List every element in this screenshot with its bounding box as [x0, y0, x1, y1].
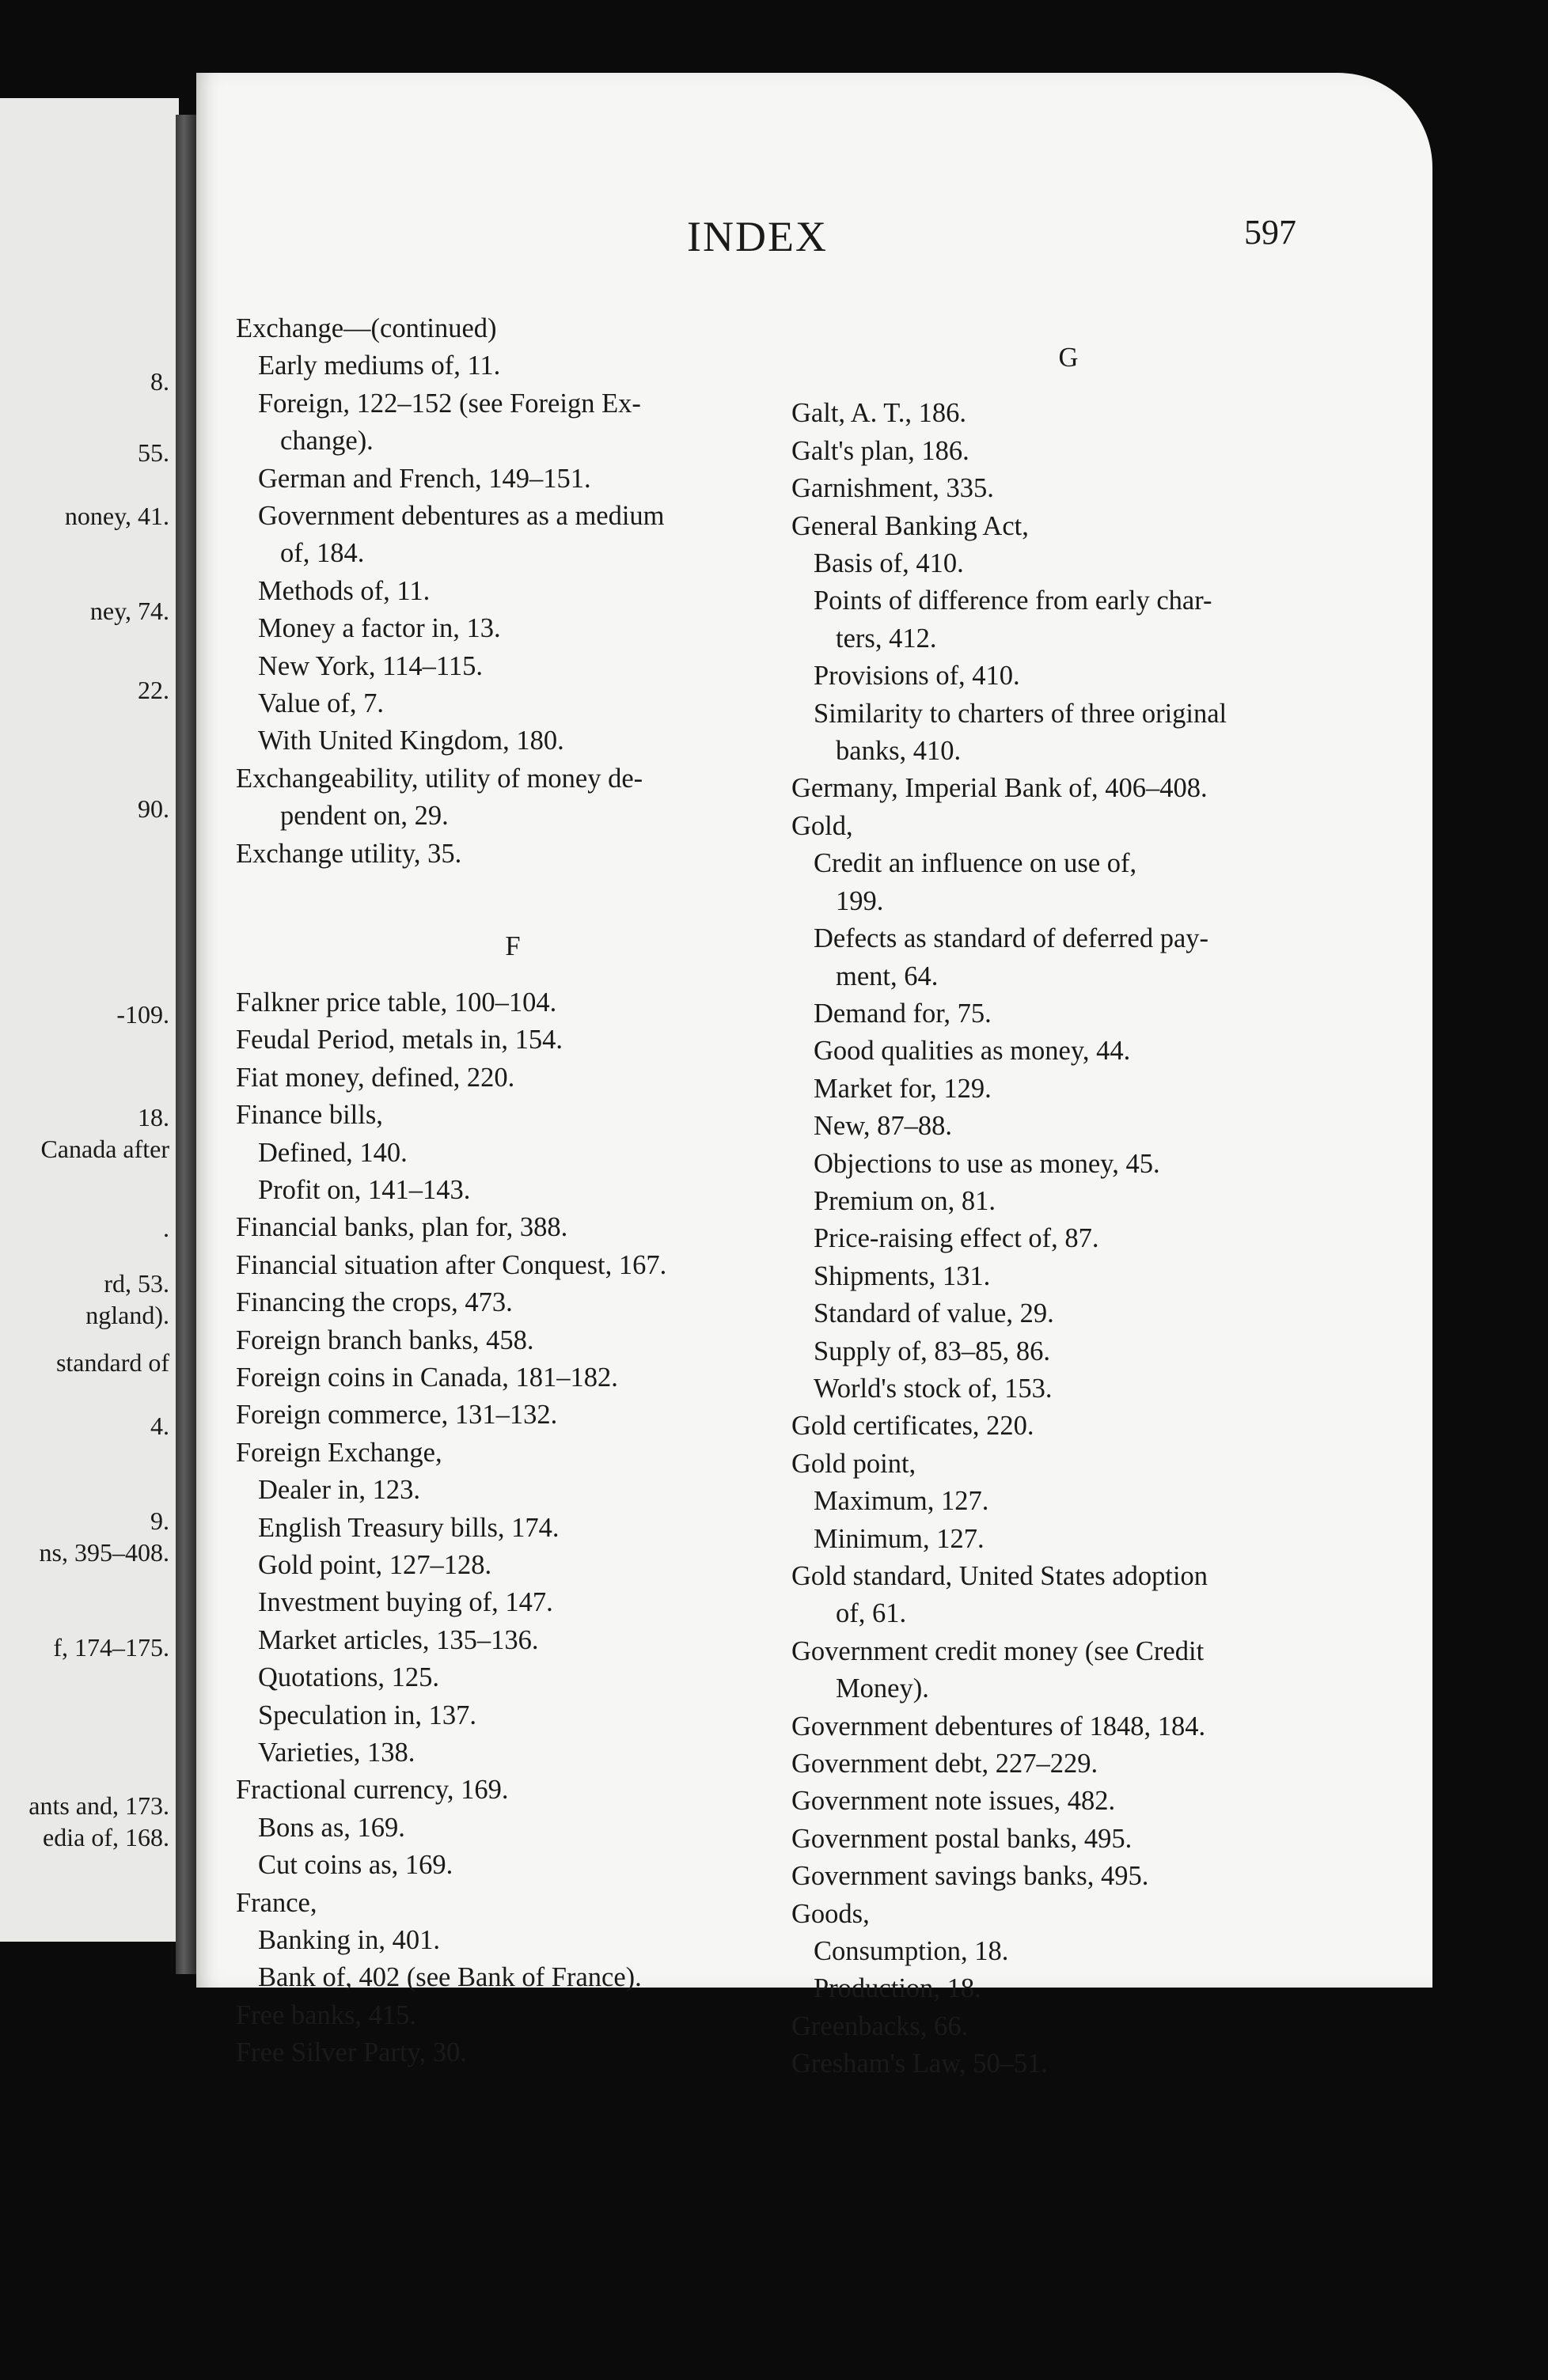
index-column-left — [236, 310, 790, 2072]
index-subentry: Objections to use as money, 45. — [814, 1148, 1160, 1179]
index-subentry: Provisions of, 410. — [814, 661, 1020, 692]
index-subentry: Consumption, 18. — [814, 1936, 1009, 1967]
left-page-text-fragment: ns, 395–408. — [39, 1538, 169, 1567]
index-subentry: Defects as standard of deferred pay- — [814, 923, 1209, 954]
index-subentry: Government debentures as a medium — [258, 501, 665, 532]
index-subentry: banks, 410. — [836, 736, 962, 767]
index-subentry: Foreign, 122–152 (see Foreign Ex- — [258, 388, 641, 419]
index-subentry: Good qualities as money, 44. — [814, 1036, 1131, 1067]
index-subentry: Cut coins as, 169. — [258, 1850, 453, 1881]
index-subentry: Money). — [836, 1673, 929, 1704]
index-subentry: Defined, 140. — [258, 1137, 408, 1168]
left-page-text-fragment: 9. — [150, 1506, 169, 1535]
index-entry: Germany, Imperial Bank of, 406–408. — [791, 773, 1208, 804]
index-entry: Financing the crops, 473. — [236, 1287, 513, 1318]
index-subentry: Supply of, 83–85, 86. — [814, 1336, 1051, 1366]
index-subentry: Investment buying of, 147. — [258, 1587, 553, 1618]
index-subentry: ters, 412. — [836, 623, 937, 654]
index-entry: Foreign coins in Canada, 181–182. — [236, 1362, 618, 1393]
page-number: 597 — [1244, 213, 1296, 252]
left-page-text-fragment: 8. — [150, 367, 169, 396]
index-subentry: Production, 18. — [814, 1973, 981, 2004]
index-subentry: Basis of, 410. — [814, 548, 964, 579]
index-entry: Goods, — [791, 1898, 870, 1929]
index-entry: Fiat money, defined, 220. — [236, 1062, 515, 1093]
index-entry: Government debt, 227–229. — [791, 1749, 1098, 1779]
index-subentry: New York, 114–115. — [258, 650, 484, 681]
index-subentry: Methods of, 11. — [258, 575, 431, 606]
index-subentry: Maximum, 127. — [814, 1486, 989, 1517]
index-subentry: With United Kingdom, 180. — [258, 726, 564, 756]
index-subentry: Shipments, 131. — [814, 1260, 991, 1291]
index-entry: Falkner price table, 100–104. — [236, 987, 557, 1018]
index-entry: Garnishment, 335. — [791, 473, 994, 504]
index-subentry: Bank of, 402 (see Bank of France). — [258, 1962, 642, 1993]
index-entry: Exchange utility, 35. — [236, 838, 462, 869]
section-letter-heading: F — [505, 931, 521, 962]
left-page-text-fragment: 22. — [138, 676, 169, 704]
index-entry: Free banks, 415. — [236, 1999, 417, 2030]
index-subentry: Money a factor in, 13. — [258, 613, 501, 644]
index-subentry: of, 61. — [836, 1598, 907, 1629]
index-entry: Galt's plan, 186. — [791, 435, 969, 466]
index-subentry: Market for, 129. — [814, 1073, 992, 1104]
index-subentry: change). — [280, 426, 374, 457]
index-entry: Foreign branch banks, 458. — [236, 1325, 534, 1355]
left-page-text-fragment: Canada after — [40, 1135, 169, 1163]
index-column-right — [791, 321, 1345, 2083]
left-page-text-fragment: edia of, 168. — [43, 1823, 169, 1851]
index-subentry: Minimum, 127. — [814, 1523, 985, 1554]
index-entry: Gold certificates, 220. — [791, 1411, 1034, 1442]
index-subentry: Value of, 7. — [258, 688, 385, 719]
index-entry: Feudal Period, metals in, 154. — [236, 1025, 563, 1055]
index-entry: Fractional currency, 169. — [236, 1775, 509, 1806]
left-page-text-fragment: 18. — [138, 1103, 169, 1131]
section-letter-heading: G — [1058, 343, 1079, 373]
index-entry: Financial situation after Conquest, 167. — [236, 1249, 667, 1280]
book-spine — [176, 115, 196, 1974]
section-spacer — [236, 873, 790, 910]
index-entry: Government note issues, 482. — [791, 1786, 1116, 1817]
index-subentry: Points of difference from early char- — [814, 586, 1212, 616]
index-entry: General Banking Act, — [791, 510, 1029, 541]
index-subentry: Gold point, 127–128. — [258, 1549, 492, 1580]
index-entry: Foreign commerce, 131–132. — [236, 1400, 558, 1431]
index-subentry: Profit on, 141–143. — [258, 1174, 471, 1205]
index-subentry: Demand for, 75. — [814, 998, 992, 1029]
left-page-text-fragment: 55. — [138, 438, 169, 467]
index-subentry: Standard of value, 29. — [814, 1298, 1054, 1329]
left-page-edge — [0, 98, 179, 1942]
index-entry: Finance bills, — [236, 1100, 383, 1131]
index-entry: Free Silver Party, 30. — [236, 2037, 467, 2068]
index-subentry: World's stock of, 153. — [814, 1373, 1053, 1404]
index-entry: Gresham's Law, 50–51. — [791, 2048, 1048, 2079]
index-subentry: Market articles, 135–136. — [258, 1624, 539, 1655]
index-subentry: Banking in, 401. — [258, 1925, 440, 1956]
index-subentry: German and French, 149–151. — [258, 463, 591, 494]
index-subentry: Credit an influence on use of, — [814, 848, 1137, 879]
index-subentry: Bons as, 169. — [258, 1812, 405, 1843]
index-subentry: Premium on, 81. — [814, 1185, 996, 1216]
index-entry: Exchange—(continued) — [236, 313, 497, 343]
left-page-text-fragment: -109. — [116, 1000, 169, 1029]
index-entry: Gold point, — [791, 1448, 916, 1479]
index-subentry: Early mediums of, 11. — [258, 351, 501, 381]
left-page-text-fragment: f, 174–175. — [53, 1633, 169, 1662]
index-entry: Exchangeability, utility of money de- — [236, 763, 643, 794]
index-subentry: of, 184. — [280, 538, 365, 569]
left-page-text-fragment: standard of — [55, 1348, 169, 1377]
index-subentry: New, 87–88. — [814, 1111, 953, 1142]
left-page-text-fragment: 4. — [150, 1412, 169, 1440]
index-subentry: ment, 64. — [836, 961, 939, 991]
left-page-text-fragment: . — [163, 1214, 169, 1242]
page-title: INDEX — [687, 213, 828, 260]
index-entry: Greenbacks, 66. — [791, 2010, 969, 2041]
left-page-text-fragment: noney, 41. — [64, 502, 169, 530]
index-subentry: Dealer in, 123. — [258, 1475, 421, 1506]
index-subentry: Price-raising effect of, 87. — [814, 1223, 1099, 1254]
index-subentry: English Treasury bills, 174. — [258, 1512, 560, 1543]
left-page-text-fragment: ney, 74. — [89, 597, 169, 625]
left-page-text-fragment: ngland). — [85, 1301, 169, 1329]
index-subentry: Similarity to charters of three original — [814, 698, 1227, 729]
left-page-text-fragment: 90. — [138, 794, 169, 823]
left-page-text-fragment: ants and, 173. — [28, 1791, 169, 1820]
index-entry: Government savings banks, 495. — [791, 1861, 1149, 1892]
index-subentry: Speculation in, 137. — [258, 1700, 476, 1730]
index-entry: Government debentures of 1848, 184. — [791, 1711, 1206, 1741]
index-entry: Gold, — [791, 810, 853, 841]
index-entry: Government credit money (see Credit — [791, 1635, 1205, 1666]
index-subentry: Varieties, 138. — [258, 1738, 415, 1768]
index-entry: Government postal banks, 495. — [791, 1823, 1133, 1854]
index-entry: Foreign Exchange, — [236, 1437, 442, 1468]
index-entry: Galt, A. T., 186. — [791, 398, 967, 429]
index-subentry: 199. — [836, 885, 884, 916]
index-subentry: Quotations, 125. — [258, 1662, 440, 1693]
index-entry: France, — [236, 1887, 317, 1918]
index-entry: Financial banks, plan for, 388. — [236, 1212, 568, 1243]
index-entry: Gold standard, United States adoption — [791, 1561, 1208, 1591]
left-page-text-fragment: rd, 53. — [104, 1269, 169, 1298]
index-subentry: pendent on, 29. — [280, 801, 449, 832]
